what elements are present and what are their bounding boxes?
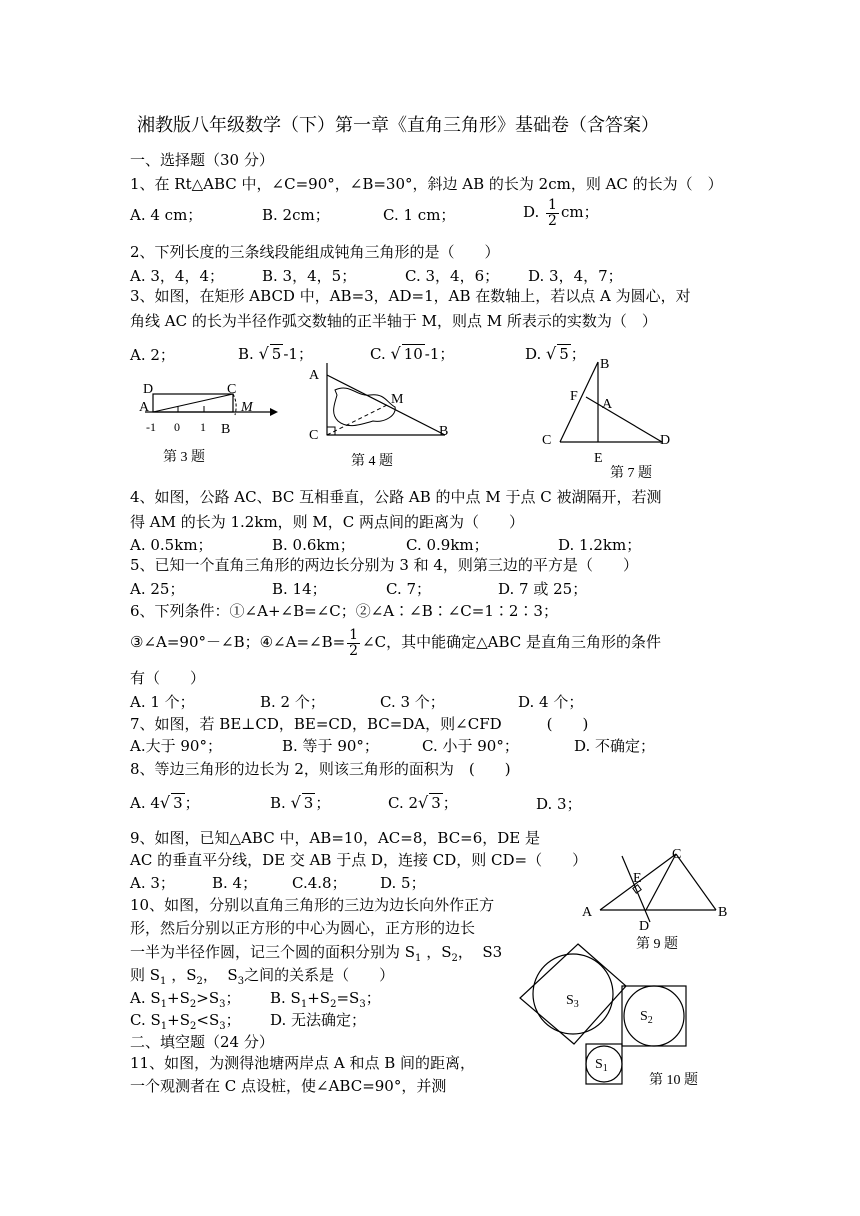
q7-option-b: B. 等于 90°； <box>282 737 379 755</box>
q10-option-a: A. $S_1+S_2>S_3$； <box>130 989 241 1010</box>
q3-line-1: 3、如图，在矩形 ABCD 中，AB=3，AD=1，AB 在数轴上，若以点 A 为圆心，对 <box>130 287 691 305</box>
fig9-label-e: E <box>633 871 642 886</box>
q8-option-d: D. 3； <box>536 795 582 813</box>
fig10-caption: 第 10 题 <box>649 1073 698 1088</box>
q1-stem: 1、在 Rt△ABC 中，∠C=90°，∠B=30°，斜边 AB 的长为 2cm，则 AC 的长为（ ） <box>130 175 723 193</box>
fig10-label-s1: $S_1$ <box>595 1057 608 1074</box>
q6-line-1: 6、下列条件：①∠A+∠B=∠C；②∠A∶∠B∶∠C=1∶2∶3； <box>130 602 558 620</box>
q3-option-d: D. √ 5 ； <box>525 344 586 363</box>
q2-option-a: A. 3，4，4； <box>130 267 224 285</box>
fig7-label-e: E <box>594 451 603 466</box>
figure-4 <box>305 355 460 472</box>
q11-line-2: 一个观测者在 C 点设桩，使∠ABC=90°，并测 <box>130 1077 447 1095</box>
q4-option-b: B. 0.6km； <box>272 536 355 554</box>
fig10-label-s3: $S_3$ <box>566 993 579 1010</box>
q6-line-3: 有（ ） <box>130 669 206 687</box>
fig3-label-a: A <box>139 400 150 415</box>
fig4-label-m: M <box>391 392 404 407</box>
q2-option-b: B. 3，4，5； <box>262 267 357 285</box>
q5-stem: 5、已知一个直角三角形的两边长分别为 3 和 4，则第三边的平方是（ ） <box>130 556 638 574</box>
q3-option-a: A. 2； <box>130 346 175 364</box>
q7-option-c: C. 小于 90°； <box>422 737 519 755</box>
q8-option-c: C. 2√ 3 ； <box>388 793 458 812</box>
q1-option-a: A. 4 cm； <box>130 206 203 224</box>
q5-option-d: D. 7 或 25； <box>498 580 588 598</box>
fig3-label-c: C <box>227 382 237 397</box>
q7-option-d: D. 不确定； <box>574 737 656 755</box>
fig9-label-d: D <box>639 919 650 934</box>
q10-option-d: D. 无法确定； <box>270 1011 367 1029</box>
fig3-tick-0: 0 <box>174 420 180 434</box>
fig7-label-c: C <box>542 433 552 448</box>
fig7-label-f: F <box>570 389 578 404</box>
q8-option-b: B. √ 3 ； <box>270 793 331 812</box>
q8-option-a: A. 4√ 3 ； <box>130 793 200 812</box>
fig9-label-c: C <box>672 847 682 862</box>
fig7-caption: 第 7 题 <box>610 466 652 481</box>
q1-fraction: $\frac{1}{2}$ <box>548 197 557 229</box>
q11-line-1: 11、如图，为测得池塘两岸点 A 和点 B 间的距离， <box>130 1054 476 1072</box>
fig3-label-b: B <box>221 422 231 437</box>
q2-stem: 2、下列长度的三条线段能组成钝角三角形的是（ ） <box>130 243 500 261</box>
q5-option-c: C. 7； <box>386 580 432 598</box>
section-1-heading: 一、选择题（30 分） <box>130 151 274 169</box>
fig9-label-a: A <box>582 905 593 920</box>
fig9-label-b: B <box>718 905 728 920</box>
fig4-label-c: C <box>309 428 319 443</box>
fig4-label-a: A <box>309 368 320 383</box>
q3-line-2: 角线 AC 的长为半径作弧交数轴的正半轴于 M，则点 M 所表示的实数为（ ） <box>130 312 657 330</box>
section-2-heading: 二、填空题（24 分） <box>130 1033 274 1051</box>
q3-option-c: C. √ 10 -1； <box>370 344 455 363</box>
q10-option-c: C. $S_1+S_2<S_3$； <box>130 1011 241 1032</box>
figure-10 <box>516 940 716 1090</box>
q7-stem: 7、如图，若 BE⊥CD，BE=CD，BC=DA，则∠CFD ( ) <box>130 715 589 733</box>
fig3-label-d: D <box>143 382 154 397</box>
q9-option-d: D. 5； <box>380 874 426 892</box>
q9-line-2: AC 的垂直平分线，DE 交 AB 于点 D，连接 CD，则 CD=（ ） <box>130 851 588 869</box>
q9-option-c: C.4.8； <box>292 874 347 892</box>
q9-option-a: A. 3； <box>130 874 175 892</box>
q4-option-c: C. 0.9km； <box>406 536 489 554</box>
q1-option-d: D. $\frac{1}{2}$ cm； <box>523 197 599 229</box>
fig7-label-b: B <box>600 357 610 372</box>
figure-3 <box>135 375 280 470</box>
q10-line-1: 10、如图，分别以直角三角形的三边为边长向外作正方 <box>130 896 495 914</box>
q7-option-a: A.大于 90°； <box>130 737 222 755</box>
q4-option-d: D. 1.2km； <box>558 536 642 554</box>
fig7-label-a: A <box>602 397 613 412</box>
fig3-tick-minus1: -1 <box>146 420 156 434</box>
q10-line-4: 则 $S_1$ ，$S_2$， $S_3$之间的关系是（ ） <box>130 966 395 987</box>
q8-stem: 8、等边三角形的边长为 2，则该三角形的面积为 ( ) <box>130 760 511 778</box>
q9-option-b: B. 4； <box>212 874 258 892</box>
q10-line-3: 一半为半径作圆，记三个圆的面积分别为 $S_1$ ，$S_2$， S3 <box>130 943 503 964</box>
q5-option-a: A. 25； <box>130 580 185 598</box>
q4-line-1: 4、如图，公路 AC、BC 互相垂直，公路 AB 的中点 M 于点 C 被湖隔开，若测 <box>130 488 662 506</box>
q6-option-c: C. 3 个； <box>380 693 445 711</box>
q2-option-d: D. 3，4，7； <box>528 267 623 285</box>
q6-option-b: B. 2 个； <box>260 693 325 711</box>
fig3-caption: 第 3 题 <box>163 450 205 465</box>
fig4-caption: 第 4 题 <box>351 454 393 469</box>
fig7-label-d: D <box>660 433 671 448</box>
q6-option-d: D. 4 个； <box>518 693 584 711</box>
q1-option-c: C. 1 cm； <box>383 206 456 224</box>
q4-line-2: 得 AM 的长为 1.2km，则 M，C 两点间的距离为（ ） <box>130 513 525 531</box>
q10-line-2: 形，然后分别以正方形的中心为圆心，正方形的边长 <box>130 919 476 937</box>
fig3-tick-1: 1 <box>200 420 206 434</box>
q9-line-1: 9、如图，已知△ABC 中，AB=10，AC=8，BC=6，DE 是 <box>130 829 541 847</box>
page-title: 湘教版八年级数学（下）第一章《直角三角形》基础卷（含答案） <box>137 115 659 136</box>
q10-option-b: B. $S_1+S_2=S_3$； <box>270 989 381 1010</box>
q6-line-2: ③∠A=90°－∠B；④∠A=∠B= $\frac{1}{2}$ ∠C，其中能确定△ABC 是直角三角形的条件 <box>130 627 662 659</box>
q4-option-a: A. 0.5km； <box>130 536 213 554</box>
figure-9 <box>578 842 738 954</box>
q5-option-b: B. 14； <box>272 580 327 598</box>
fig9-caption: 第 9 题 <box>636 937 678 952</box>
fig3-label-m: M <box>241 400 253 415</box>
fig10-label-s2: $S_2$ <box>640 1009 653 1026</box>
q6-fraction: $\frac{1}{2}$ <box>349 627 359 659</box>
figure-7 <box>538 352 680 482</box>
q2-option-c: C. 3，4，6； <box>405 267 500 285</box>
q3-option-b: B. √ 5 -1； <box>238 344 313 363</box>
fig4-label-b: B <box>439 424 449 439</box>
q6-option-a: A. 1 个； <box>130 693 195 711</box>
q1-option-b: B. 2cm； <box>262 206 330 224</box>
